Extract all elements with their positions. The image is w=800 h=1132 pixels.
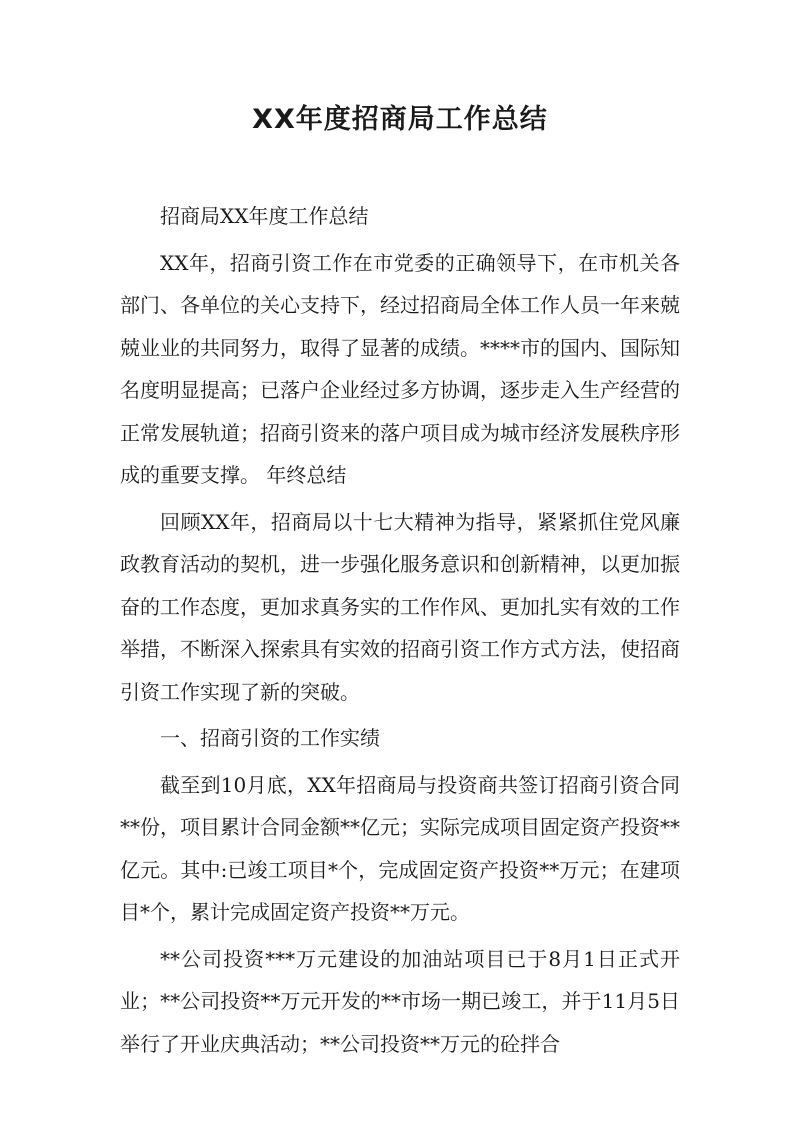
results-paragraph: 截至到10月底，XX年招商局与投资商共签订招商引资合同**份，项目累计合同金额**亿元；实际完成项目固定资产投资**亿元。其中:已竣工项目*个，完成固定资产投资**万元；在建项目*个，累计完成固定资产投资**万元。: [120, 772, 680, 924]
document-title: XX年度招商局工作总结: [252, 104, 548, 135]
document-body: [120, 195, 680, 1069]
section-heading: 一、招商引资的工作实绩: [160, 726, 380, 750]
projects-paragraph: **公司投资***万元建设的加油站项目已于8月1日正式开业；**公司投资**万元开发的**市场一期已竣工，并于11月5日举行了开业庆典活动；**公司投资**万元的砼拌合: [120, 946, 680, 1056]
subtitle-paragraph: 招商局XX年度工作总结: [160, 204, 369, 228]
review-paragraph: 回顾XX年，招商局以十七大精神为指导，紧紧抓住党风廉政教育活动的契机，进一步强化服务意识和创新精神，以更加振奋的工作态度，更加求真务实的工作作风、更加扎实有效的工作举措，不断深入探索具有实效的招商引资工作方式方法，使招商引资工作实现了新的突破。: [120, 509, 680, 704]
intro-paragraph: XX年，招商引资工作在市党委的正确领导下，在市机关各部门、各单位的关心支持下，经过招商局全体工作人员一年来兢兢业业的共同努力，取得了显著的成绩。****市的国内、国际知名度明显提高；已落户企业经过多方协调，逐步走入生产经营的正常发展轨道；招商引资来的落户项目成为城市经济发展秩序形成的重要支撑。 年终总结: [120, 250, 680, 487]
